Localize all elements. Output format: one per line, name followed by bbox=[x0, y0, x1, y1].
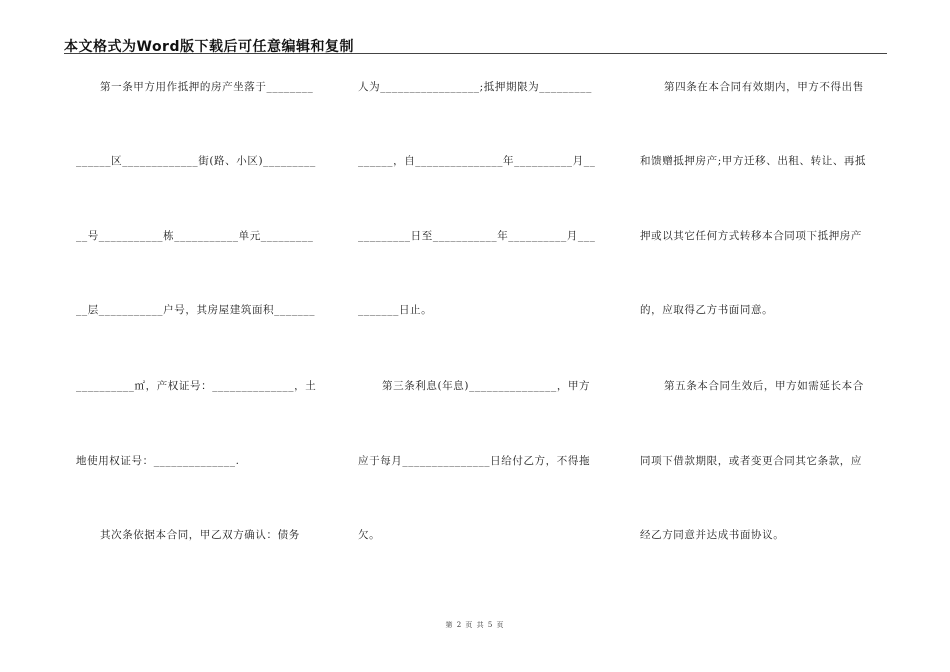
page-number-footer: 第 2 页 共 5 页 bbox=[445, 621, 505, 629]
text-line: 同项下借款期限，或者变更合同其它条款，应 bbox=[640, 455, 862, 467]
text-line: 的，应取得乙方书面同意。 bbox=[640, 304, 774, 316]
text-line: 经乙方同意并达成书面协议。 bbox=[640, 529, 785, 541]
text-line: 第四条在本合同有效期内，甲方不得出售 bbox=[664, 81, 864, 93]
text-line: ______，自_______________年__________月__ bbox=[358, 155, 596, 167]
text-line: 和馈赠抵押房产;甲方迁移、出租、转让、再抵 bbox=[640, 155, 867, 167]
text-line: 欠。 bbox=[358, 529, 381, 541]
text-line: __层___________户号，其房屋建筑面积_______ bbox=[76, 304, 316, 316]
text-line: 人为_________________;抵押期限为_________ bbox=[358, 81, 592, 93]
text-line: _________日至___________年__________月___ bbox=[358, 230, 596, 242]
text-line: __号___________栋___________单元_________ bbox=[76, 230, 314, 242]
document-header-title: 本文格式为Word版下载后可任意编辑和复制 bbox=[64, 39, 354, 55]
text-column-2 bbox=[358, 0, 608, 672]
text-line: 第五条本合同生效后，甲方如需延长本合 bbox=[664, 380, 864, 392]
text-line: 第三条利息(年息)_______________，甲方 bbox=[382, 380, 591, 392]
text-line: 应于每月_______________日给付乙方，不得拖 bbox=[358, 455, 591, 467]
text-line: 第一条甲方用作抵押的房产坐落于________ bbox=[100, 81, 314, 93]
text-line: 其次条依据本合同，甲乙双方确认：债务 bbox=[100, 529, 300, 541]
text-line: _______日止。 bbox=[358, 304, 433, 316]
text-column-1 bbox=[76, 0, 326, 672]
text-line: 地使用权证号：______________. bbox=[76, 455, 240, 467]
text-line: 押或以其它任何方式转移本合同项下抵押房产 bbox=[640, 230, 862, 242]
text-line: ______区_____________街(路、小区)_________ bbox=[76, 155, 316, 167]
text-column-3 bbox=[640, 0, 890, 672]
text-line: __________㎡，产权证号：______________，土 bbox=[76, 380, 317, 392]
